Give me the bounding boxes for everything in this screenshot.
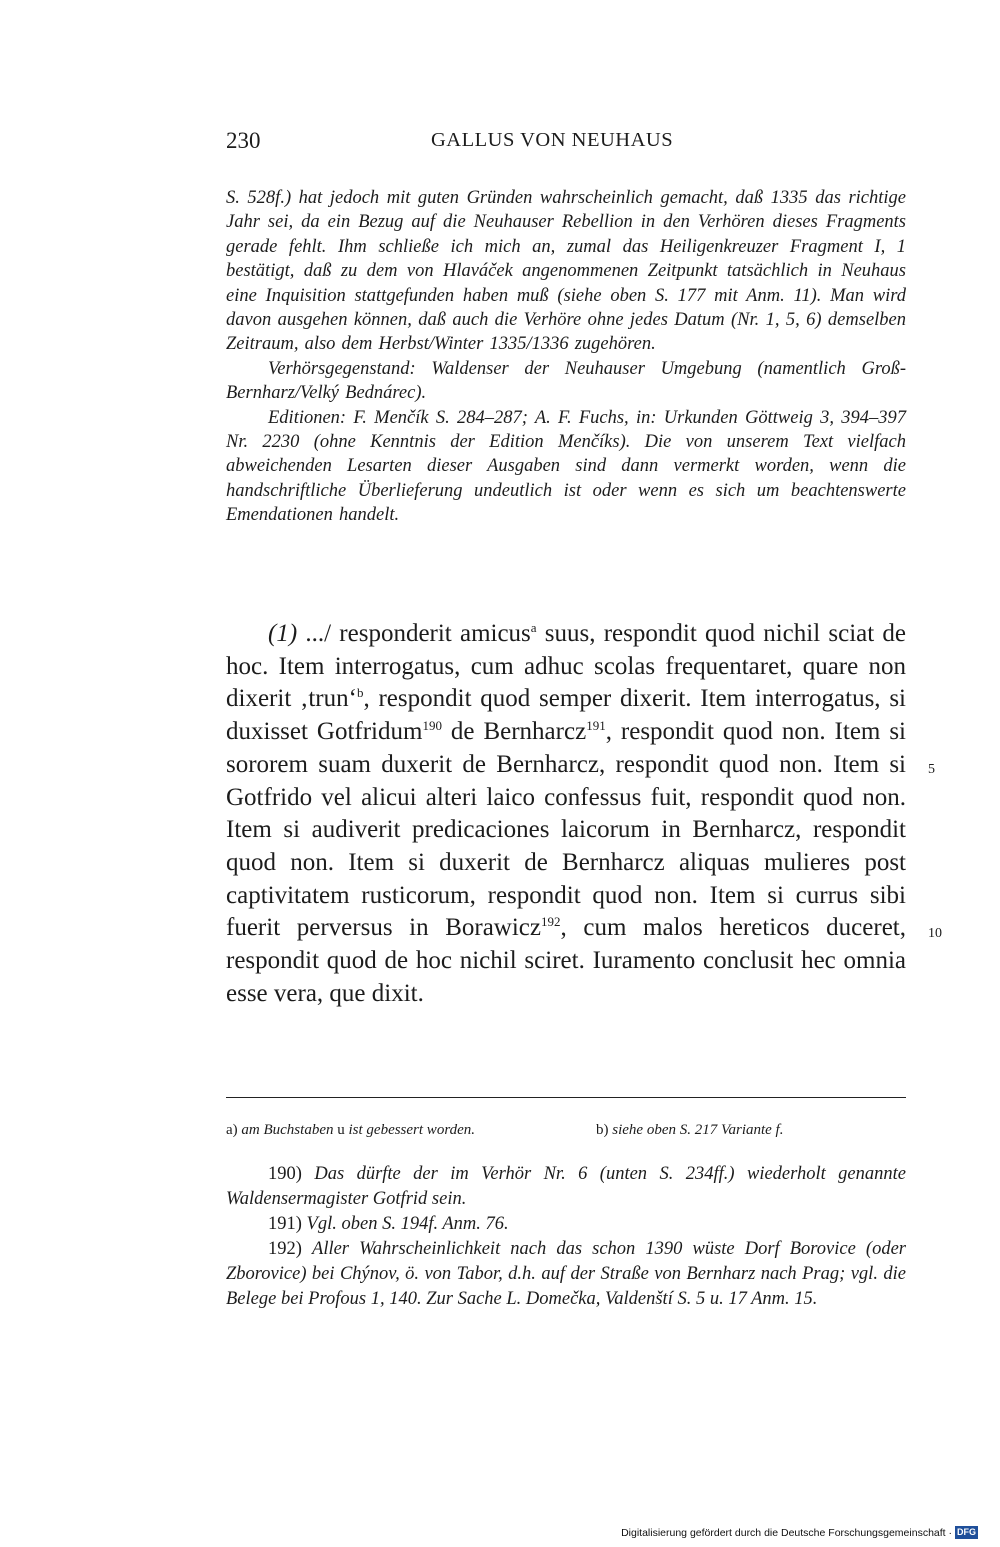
variant-apparatus (226, 1122, 906, 1144)
footnote-divider (226, 1097, 906, 1098)
digitization-credit (621, 1526, 978, 1539)
line-number-10: 10 (928, 926, 942, 941)
page-header (226, 128, 906, 162)
variant-b: b) siehe oben S. 217 Variante f. (596, 1122, 784, 1138)
footnote-ref-192: 192 (541, 914, 561, 930)
footnotes (226, 1162, 906, 1312)
footnote-190: 190) Das dürfte der im Verhör Nr. 6 (unten S. 234ff.) wiederholt genannte Waldensermagister Gotfrid sein. (226, 1164, 906, 1209)
dfg-logo-icon: DFG (957, 1527, 976, 1537)
running-head: GALLUS VON NEUHAUS (431, 129, 674, 151)
introduction-section (226, 186, 906, 528)
text-segment: .../ responderit amicus (297, 620, 531, 647)
text-segment: , respondit quod semper dixerit. Item interrogatus, si duxisset Gotfridum (226, 685, 906, 746)
text-segment: de Bernharcz (441, 718, 587, 746)
page-number: 230 (226, 128, 261, 153)
text-segment: , cum malos hereticos duceret, respondit quod de hoc nichil sciret. Iuramento conclusit hec omnia esse vera, que dixit. (226, 914, 906, 1007)
footnote-191: 191) Vgl. oben S. 194f. Anm. 76. (268, 1214, 509, 1234)
record-number: (1) (268, 620, 298, 647)
credit-text: Digitalisierung gefördert durch die Deutsche Forschungsgemeinschaft · (621, 1526, 952, 1539)
intro-subject: Verhörsgegenstand: Waldenser der Neuhauser Umgebung (namentlich Groß-Bernharz/Velký Bednárec). (226, 358, 906, 404)
text-segment: , respondit quod non. Item si sororem suam duxerit de Bernharcz, respondit quod non. Item si Gotfrido vel alicui alteri laico confessus fuit, respondit quod non. Item si audiverit predicaciones laicorum in Bernharcz, respondit quod non. Item si duxerit de Bernharcz aliquas mulieres post captivitatem rusticorum, respondit quod non. Item si currus sibi fuerit perversus in Borawicz (226, 718, 907, 942)
variant-a: a) am Buchstaben u ist gebessert worden. (226, 1122, 476, 1138)
line-number-5: 5 (928, 762, 935, 777)
variant-marker-b: b (356, 685, 364, 701)
footnote-ref-190: 190 (422, 718, 442, 734)
text-segment: suus, respondit quod nichil sciat de hoc. Item interrogatus, cum adhuc scolas frequentaret, quare non dixerit ‚trun‘ (226, 620, 906, 713)
intro-paragraph: S. 528f.) hat jedoch mit guten Gründen wahrscheinlich gemacht, daß 1335 das richtige Jahr sei, da ein Bezug auf die Neuhauser Rebellion in den Verhören dieses Fragments gerade fehlt. Ihm schließe ich mich an, zumal das Heiligenkreuzer Fragment I, 1 bestätigt, daß zu dem von Hlaváček angenommenen Zeitpunkt tatsächlich in Neuhaus eine Inquisition stattgefunden haben muß (siehe oben S. 177 mit Anm. 11). Man wird davon ausgehen können, daß auch die Verhöre ohne jedes Datum (Nr. 1, 5, 6) demselben Zeitraum, also dem Herbst/Winter 1335/1336 zugehören. (226, 188, 906, 355)
latin-record-text (226, 618, 906, 1010)
variant-marker-a: a (530, 620, 537, 635)
footnote-ref-191: 191 (586, 718, 606, 734)
intro-editions: Editionen: F. Menčík S. 284–287; A. F. Fuchs, in: Urkunden Göttweig 3, 394–397 Nr. 2230 (ohne Kenntnis der Edition Menčíks). Die von unserem Text vielfach abweichenden Lesarten dieser Ausgaben sind dann vermerkt worden, wenn die handschriftliche Überlieferung undeutlich ist oder wenn es sich um beachtenswerte Emendationen handelt. (226, 407, 906, 526)
footnote-192: 192) Aller Wahrscheinlichkeit nach das schon 1390 wüste Dorf Borovice (oder Zborovice) bei Chýnov, ö. von Tabor, d.h. auf der Straße von Bernharz nach Prag; vgl. die Belege bei Profous 1, 140. Zur Sache L. Domečka, Valdenští S. 5 u. 17 Anm. 15. (226, 1239, 906, 1309)
